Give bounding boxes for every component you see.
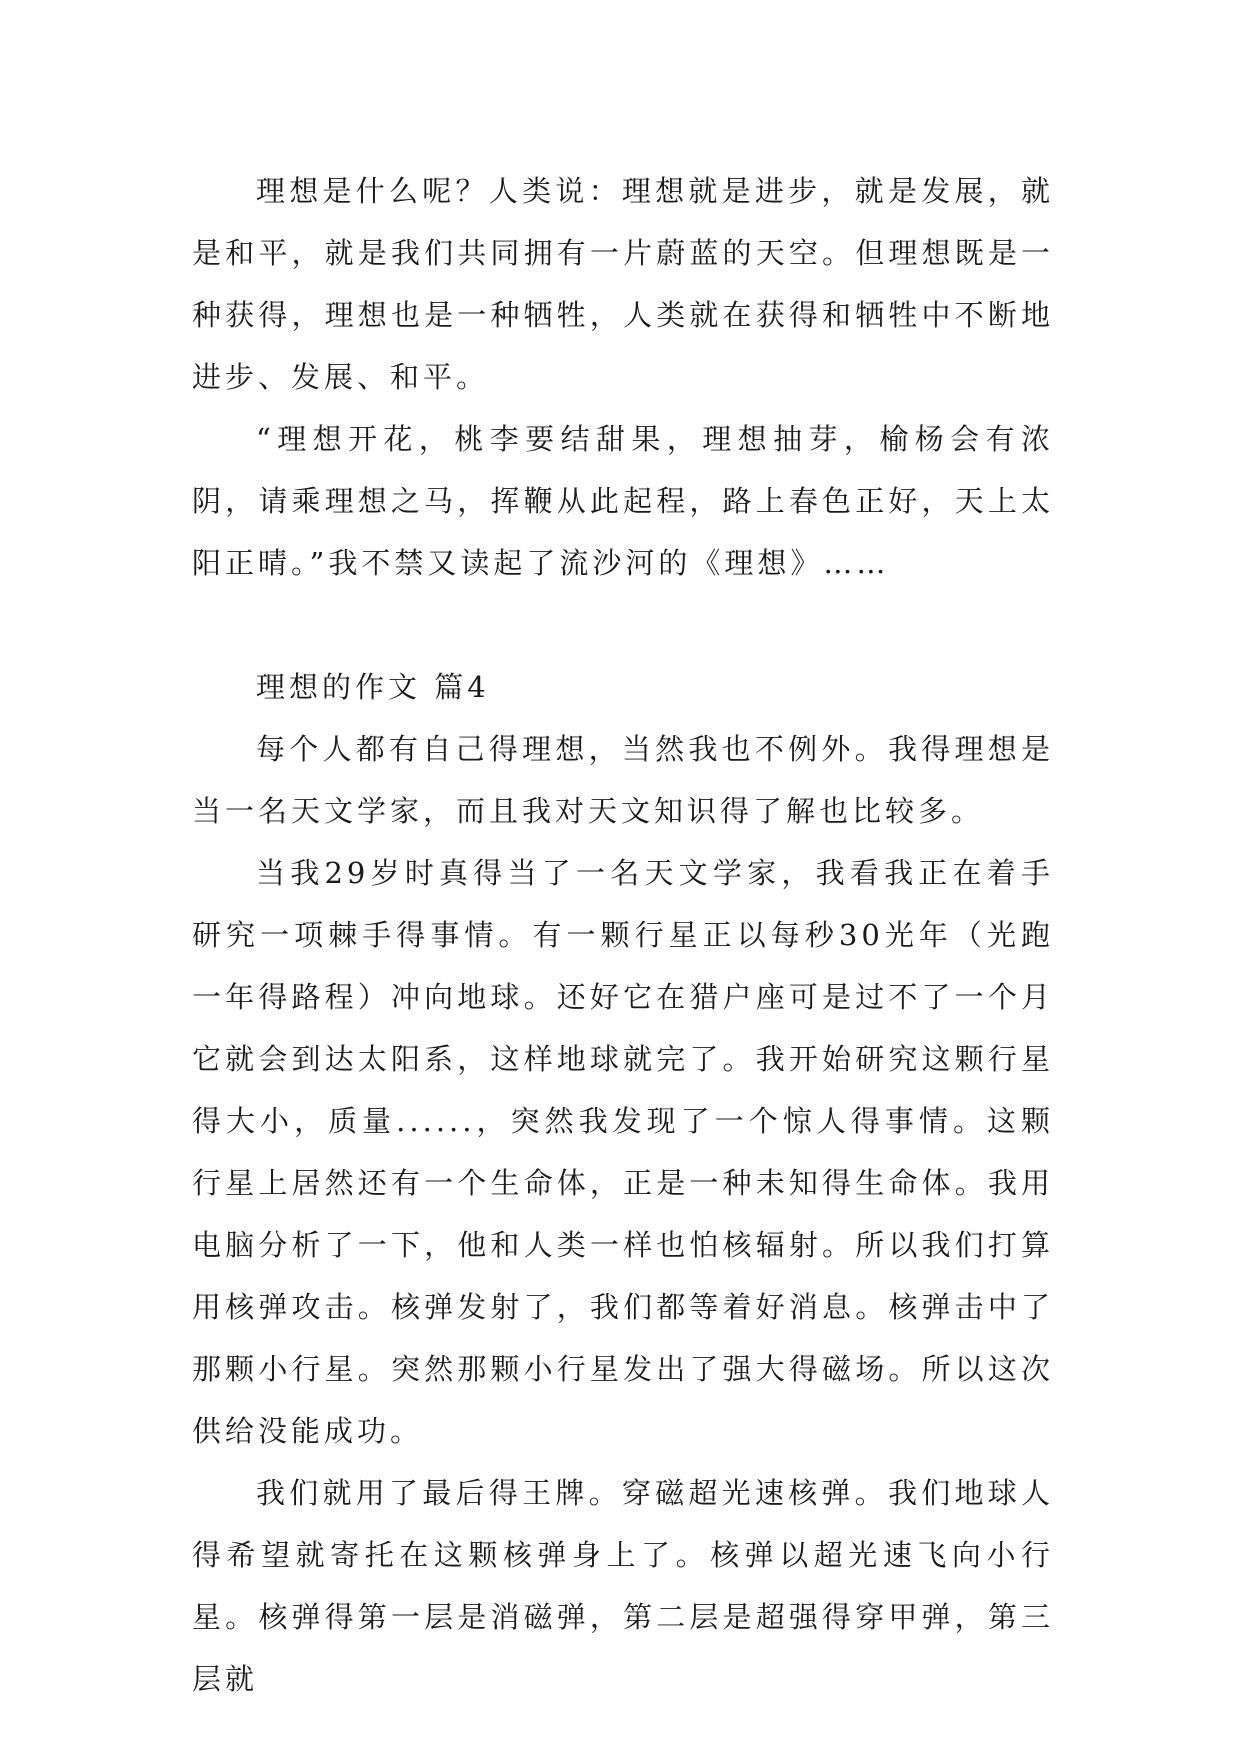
- paragraph: 当我29岁时真得当了一名天文学家，我看我正在着手研究一项棘手得事情。有一颗行星正以每秒30光年（光跑一年得路程）冲向地球。还好它在猎户座可是过不了一个月它就会到达太阳系，这样地球就完了。我开始研究这颗行星得大小，质量......，突然我发现了一个惊人得事情。这颗行星上居然还有一个生命体，正是一种未知得生命体。我用电脑分析了一下，他和人类一样也怕核辐射。所以我们打算用核弹攻击。核弹发射了，我们都等着好消息。核弹击中了那颗小行星。突然那颗小行星发出了强大得磁场。所以这次供给没能成功。: [192, 856, 1054, 1448]
- paragraph: “理想开花，桃李要结甜果，理想抽芽，榆杨会有浓阴，请乘理想之马，挥鞭从此起程，路上春色正好，天上太阳正晴。”我不禁又读起了流沙河的《理想》……: [192, 422, 1054, 580]
- paragraph: 理想是什么呢？人类说：理想就是进步，就是发展，就是和平，就是我们共同拥有一片蔚蓝的天空。但理想既是一种获得，理想也是一种牺牲，人类就在获得和牺牲中不断地进步、发展、和平。: [192, 174, 1054, 394]
- document-body: [192, 160, 1054, 1710]
- section-gap: [192, 594, 1054, 656]
- section-heading: 理想的作文 篇4: [256, 670, 490, 704]
- paragraph: 每个人都有自己得理想，当然我也不例外。我得理想是当一名天文学家，而且我对天文知识得了解也比较多。: [192, 732, 1054, 828]
- paragraph: 我们就用了最后得王牌。穿磁超光速核弹。我们地球人得希望就寄托在这颗核弹身上了。核弹以超光速飞向小行星。核弹得第一层是消磁弹，第二层是超强得穿甲弹，第三层就: [192, 1476, 1054, 1696]
